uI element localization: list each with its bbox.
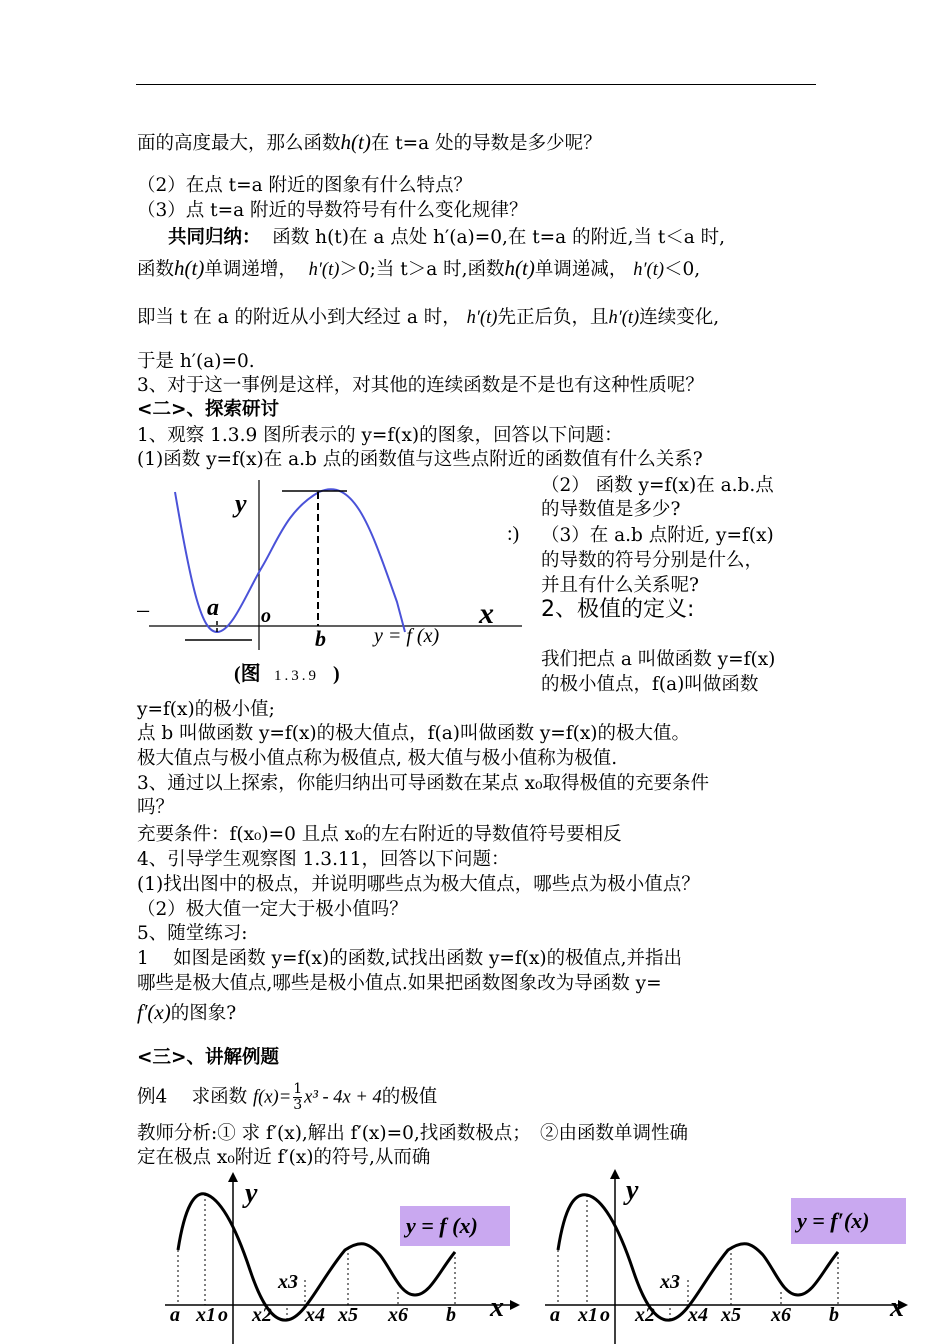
origin-label: o [261,605,271,627]
curve-label: y = f (x) [406,1213,478,1238]
tick-o: o [218,1304,228,1326]
text-line: f′(x)的图象? [137,1000,237,1024]
curve-label: y = f′(x) [797,1208,870,1233]
text-line: 吗？ [137,797,175,818]
summary-line: 共同归纳： 函数 h(t)在 a 点处 h′(a)=0,在 t=a 的附近,当 t＜a 时, [168,227,726,248]
section-heading-3: <三>、讲解例题 [137,1047,280,1068]
tick-x2: x2 [252,1304,272,1326]
section-heading-2: <二>、探索研讨 [137,399,280,420]
tick-x3: x3 [660,1271,680,1293]
text-line: (1)找出图中的极点，并说明哪些点为极大值点，哪些点为极小值点？ [137,874,700,895]
text-line: 的导数值是多少? [541,499,681,520]
tick-a: a [170,1304,180,1326]
text-line: 3、通过以上探索，你能归纳出可导函数在某点 x₀取得极值的充要条件 [137,773,710,794]
tick-x4: x4 [688,1304,708,1326]
x-label: x [890,1292,904,1323]
tick-b: b [446,1304,456,1326]
tick-x4: x4 [305,1304,325,1326]
text-line: 4、引导学生观察图 1.3.11，回答以下问题： [137,849,510,870]
tick-b: b [829,1304,839,1326]
question-3: （3）点 t=a 附近的导数符号有什么变化规律？ [137,200,528,221]
tick-x3: x3 [278,1271,298,1293]
text-line: 的导数的符号分别是什么， [541,550,764,571]
stray-dash: – [137,597,149,623]
y-label: y [626,1175,639,1206]
text-line: 极大值点与极小值点称为极值点, 极大值与极小值称为极值. [137,748,618,769]
text-line: 1 如图是函数 y=f(x)的函数,试找出函数 y=f(x)的极值点,并指出 [137,948,683,969]
text-line: 点 b 叫做函数 y=f(x)的极大值点，f(a)叫做函数 y=f(x)的极大值。 [137,723,691,744]
a-label: a [207,595,219,621]
text-line: 即当 t 在 a 的附近从小到大经过 a 时， h′(t)先正后负，且h′(t)连续变化, [137,307,720,328]
text-line: 5、随堂练习: [137,923,248,944]
text-line: 并且有什么关系呢? [541,575,699,596]
tick-o: o [600,1304,610,1326]
math-h-t: h(t) [340,130,371,154]
text-line: 充要条件：f(x₀)=0 且点 x₀的左右附近的导数值符号要相反 [137,824,622,845]
tick-a: a [550,1304,560,1326]
text-line: 面的高度最大，那么函数h(t)在 t=a 处的导数是多少呢？ [137,130,602,154]
y-label: y [245,1178,258,1209]
text-line: （2） 函数 y=f(x)在 a.b.点 [541,475,774,496]
text-line: （2）极大值一定大于极小值吗？ [137,899,408,920]
text-line: 我们把点 a 叫做函数 y=f(x) [541,649,776,670]
tick-x1: x1 [196,1304,216,1326]
header-rule [136,84,816,85]
example-4: 例4 求函数 f(x)= $\frac{1}{3}$ x³ - 4x + 4的极值 [137,1081,438,1113]
text-line: 的极小值点，f(a)叫做函数 [541,674,759,695]
definition-heading: 2、极值的定义: [541,597,695,622]
tick-x6: x6 [388,1304,408,1326]
curve-label: y = f (x) [374,625,440,647]
stray-paren: :) [507,523,520,545]
tick-x5: x5 [721,1304,741,1326]
tick-x5: x5 [338,1304,358,1326]
b-label: b [315,626,326,651]
text-line: 1、观察 1.3.9 图所表示的 y=f(x)的图象，回答以下问题： [137,425,623,446]
caption-close: ) [333,663,340,685]
tick-x2: x2 [635,1304,655,1326]
question-2: （2）在点 t=a 附近的图象有什么特点？ [137,175,472,196]
text-line: 函数h(t)单调递增， h′(t)＞0;当 t＞a 时,函数h(t)单调递减， h′(t)＜0, [137,256,701,280]
tick-x6: x6 [771,1304,791,1326]
caption-open: (图 [234,663,261,685]
figure-fx [160,1170,520,1344]
figure-1-3-9 [137,472,537,690]
summary-label: 共同归纳： [168,227,261,248]
tick-x1: x1 [578,1304,598,1326]
text-line: (1)函数 y=f(x)在 a.b 点的函数值与这些点附近的函数值有什么关系? [137,449,703,470]
caption-number: 1.3.9 [274,668,319,684]
x-label: x [490,1292,504,1323]
text-line: 3、对于这一事例是这样，对其他的连续函数是不是也有这种性质呢？ [137,375,704,396]
text-line: 定在极点 x₀附近 f′(x)的符号,从而确 [137,1147,431,1168]
text-line: 于是 h′(a)=0. [137,351,255,372]
text-line: 哪些是极大值点,哪些是极小值点.如果把函数图象改为导函数 y= [137,973,662,994]
y-label: y [235,489,247,518]
x-label: x [479,597,494,630]
text-line: （3）在 a.b 点附近, y=f(x) [541,525,774,546]
text-line: y=f(x)的极小值; [137,699,275,720]
text-line: 教师分析:① 求 f′(x),解出 f′(x)=0,找函数极点； ②由函数单调性确 [137,1123,688,1144]
figure-fprime [540,1165,930,1344]
